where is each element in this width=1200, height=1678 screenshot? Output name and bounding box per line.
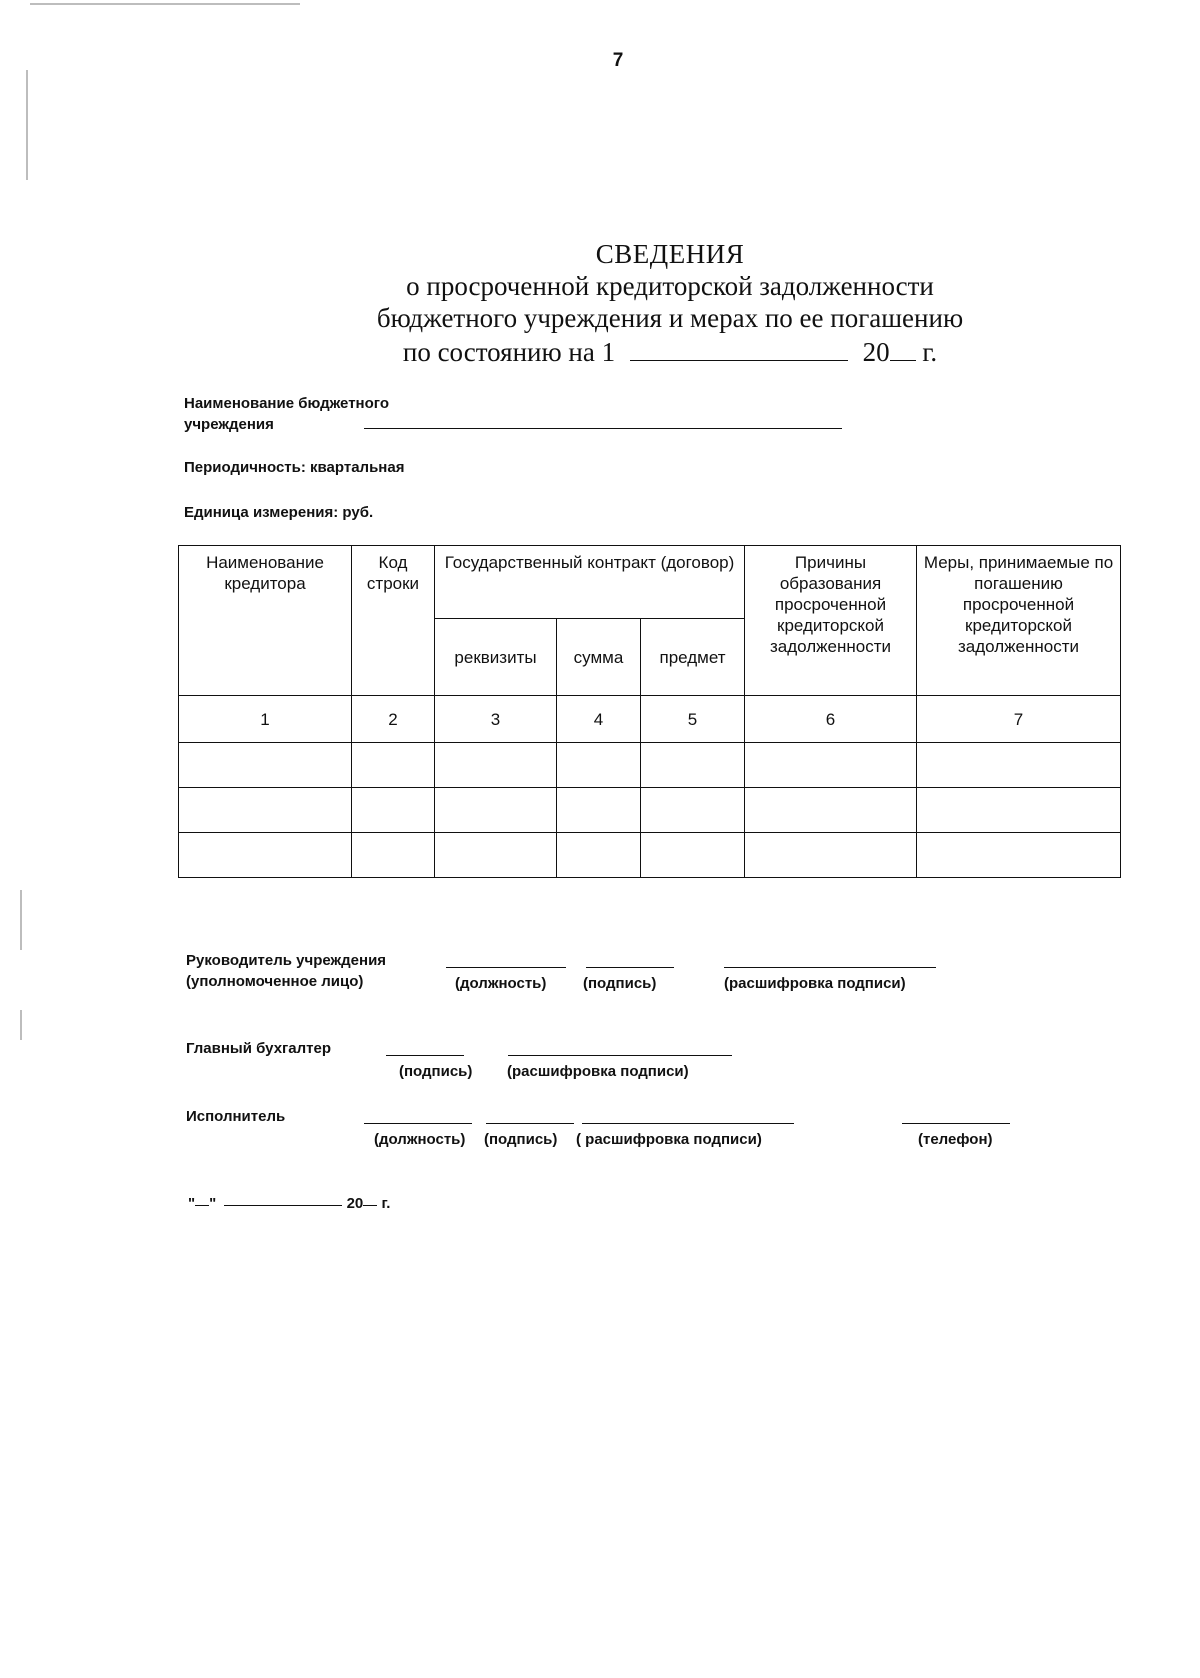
table-cell[interactable] [557,833,641,878]
date-suffix: г. [381,1195,391,1212]
head-signature-caption: (подпись) [583,975,657,992]
page-number: 7 [612,50,624,71]
table-cell[interactable] [917,743,1121,788]
debt-table [178,545,1121,878]
accountant-signature-field[interactable] [386,1055,464,1056]
accountant-signature-caption: (подпись) [399,1063,473,1080]
column-number: 1 [179,696,352,743]
title-year: 20 [862,337,890,367]
executor-label: Исполнитель [186,1108,286,1125]
table-cell[interactable] [641,788,745,833]
header-creditor: Наименование кредитора [179,546,352,696]
header-subject: предмет [641,619,745,696]
date-year: 20 [346,1195,364,1212]
column-number: 4 [557,696,641,743]
executor-decoding-caption: ( расшифровка подписи) [576,1131,762,1148]
head-label: Руководитель учреждения (уполномоченное лицо) [186,952,387,990]
report-date-field[interactable] [630,334,848,361]
table-cell[interactable] [179,788,352,833]
title-year-suffix: г. [922,337,938,367]
header-amount: сумма [557,619,641,696]
executor-phone-caption: (телефон) [918,1131,993,1148]
table-cell[interactable] [745,788,917,833]
table-cell[interactable] [435,743,557,788]
executor-phone-field[interactable] [902,1123,1010,1124]
date-month-field[interactable] [224,1205,342,1206]
executor-position-caption: (должность) [374,1131,466,1148]
scan-edge-top [30,3,300,5]
header-details: реквизиты [435,619,557,696]
executor-position-field[interactable] [364,1123,472,1124]
table-cell[interactable] [641,833,745,878]
scan-edge-left-1 [26,70,28,180]
table-cell[interactable] [179,743,352,788]
date-day-field[interactable] [195,1205,209,1206]
table-cell[interactable] [641,743,745,788]
table-cell[interactable] [557,788,641,833]
header-reasons: Причины образования просроченной кредиторской задолженности [745,546,917,696]
institution-name-field[interactable] [364,428,842,429]
column-number: 5 [641,696,745,743]
executor-signature-field[interactable] [486,1123,574,1124]
head-position-field[interactable] [446,967,566,968]
date-year-field[interactable] [363,1205,377,1206]
scan-edge-left-2 [20,890,22,950]
executor-decoding-field[interactable] [582,1123,794,1124]
head-decoding-field[interactable] [724,967,936,968]
table-row [179,833,1121,878]
header-measures: Меры, принимаемые по погашению просроченной кредиторской задолженности [917,546,1121,696]
table-cell[interactable] [179,833,352,878]
institution-label: Наименование бюджетного учреждения [184,395,389,433]
header-line-code: Код строки [352,546,435,696]
header-contract: Государственный контракт (договор) [435,546,745,619]
title-line-1: о просроченной кредиторской задолженности [406,271,934,301]
title-line-2: бюджетного учреждения и мерах по ее погашению [376,303,964,333]
title-main: СВЕДЕНИЯ [595,239,745,269]
table-cell[interactable] [352,788,435,833]
table-cell[interactable] [917,788,1121,833]
accountant-decoding-field[interactable] [508,1055,732,1056]
title-line-3 [300,334,1040,368]
document-title [300,238,1040,368]
unit-of-measure: Единица измерения: руб. [184,504,374,521]
table-cell[interactable] [917,833,1121,878]
table-row [179,788,1121,833]
table-cell[interactable] [745,833,917,878]
head-signature-field[interactable] [586,967,674,968]
head-position-caption: (должность) [455,975,547,992]
accountant-decoding-caption: (расшифровка подписи) [507,1063,689,1080]
table-cell[interactable] [745,743,917,788]
table-cell[interactable] [435,788,557,833]
column-number: 6 [745,696,917,743]
accountant-label: Главный бухгалтер [186,1040,332,1057]
table-row [179,743,1121,788]
table-cell[interactable] [435,833,557,878]
column-number: 7 [917,696,1121,743]
report-year-field[interactable] [890,334,916,361]
column-number: 3 [435,696,557,743]
table-cell[interactable] [352,833,435,878]
executor-signature-caption: (подпись) [484,1131,558,1148]
title-date-prefix: по состоянию на 1 [402,337,616,367]
head-decoding-caption: (расшифровка подписи) [724,975,906,992]
table-cell[interactable] [352,743,435,788]
periodicity: Периодичность: квартальная [184,459,405,476]
date-line: " " 20 г. [188,1195,391,1212]
column-number: 2 [352,696,435,743]
scan-edge-left-3 [20,1010,22,1040]
table-cell[interactable] [557,743,641,788]
